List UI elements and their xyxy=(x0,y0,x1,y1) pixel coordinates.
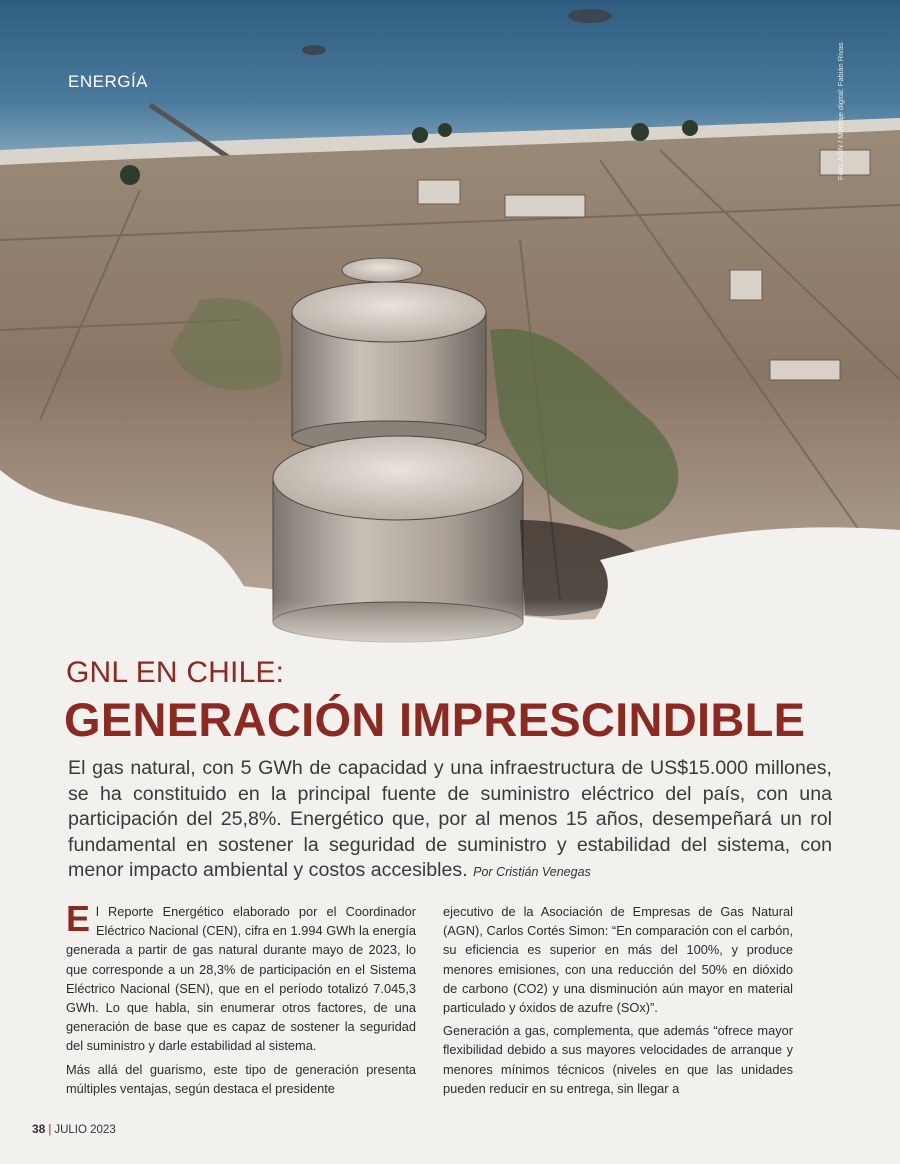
photo-credit: Foto: AGN / Montaje digital: Fabián Rivas xyxy=(836,42,845,180)
paragraph-text: l Reporte Energético elaborado por el Coordinador Eléctrico Nacional (CEN), cifra en 1.994 GWh la energía generada a partir de gas natural durante mayo de 2023, lo que corresponde a un 28,3% de participación en el Sistema Eléctrico Nacional (SEN), que en el período totalizó 7.045,3 GWh. Lo que habla, sin enumerar otros factores, de una generación de base que es capaz de sostener la seguridad del suministro y darle estabilidad al sistema. xyxy=(66,904,416,1054)
paragraph: Generación a gas, complementa, que además “ofrece mayor flexibilidad debido a sus mayores velocidades de arranque y menores mínimos técnicos (niveles en que las unidades pueden reducir en su entrega, sin llegar a xyxy=(443,1023,793,1096)
paragraph xyxy=(66,898,416,1056)
paragraph: ejecutivo de la Asociación de Empresas de Gas Natural (AGN), Carlos Cortés Simon: “En comparación con el carbón, su eficiencia es superior en más del 100%, y produce menores emisiones, con una reducción del 50% en dióxido de carbono (CO2) y una disminución aún mayor en material particulado y óxidos de azufre (SOx)”. xyxy=(443,904,793,1016)
page-footer xyxy=(32,1122,116,1136)
body-column-right xyxy=(443,902,793,1102)
issue-date: JULIO 2023 xyxy=(54,1124,116,1136)
section-label: ENERGÍA xyxy=(68,72,149,91)
byline: Por Cristián Venegas xyxy=(473,865,591,879)
article-title: GENERACIÓN IMPRESCINDIBLE xyxy=(64,693,806,746)
drop-cap: E xyxy=(66,898,91,939)
lead-text: El gas natural, con 5 GWh de capacidad y una infraestructura de US$15.000 millones, se ha constituido en la principal fuente de suministro eléctrico del país, con una participación del 25,8%. Energético que, por al menos 15 años, desempeñará un rol fundamental en sostener la seguridad de suministro y estabilidad del sistema, con menor impacto ambiental y costos accesibles. xyxy=(68,757,832,881)
footer-separator: | xyxy=(48,1124,52,1136)
article-lead xyxy=(68,756,832,886)
paragraph: Más allá del guarismo, este tipo de generación presenta múltiples ventajas, según destaca el presidente xyxy=(66,1061,416,1096)
page-number: 38 xyxy=(32,1122,46,1136)
article-kicker: GNL EN CHILE: xyxy=(66,656,285,689)
body-column-left xyxy=(66,898,416,1102)
